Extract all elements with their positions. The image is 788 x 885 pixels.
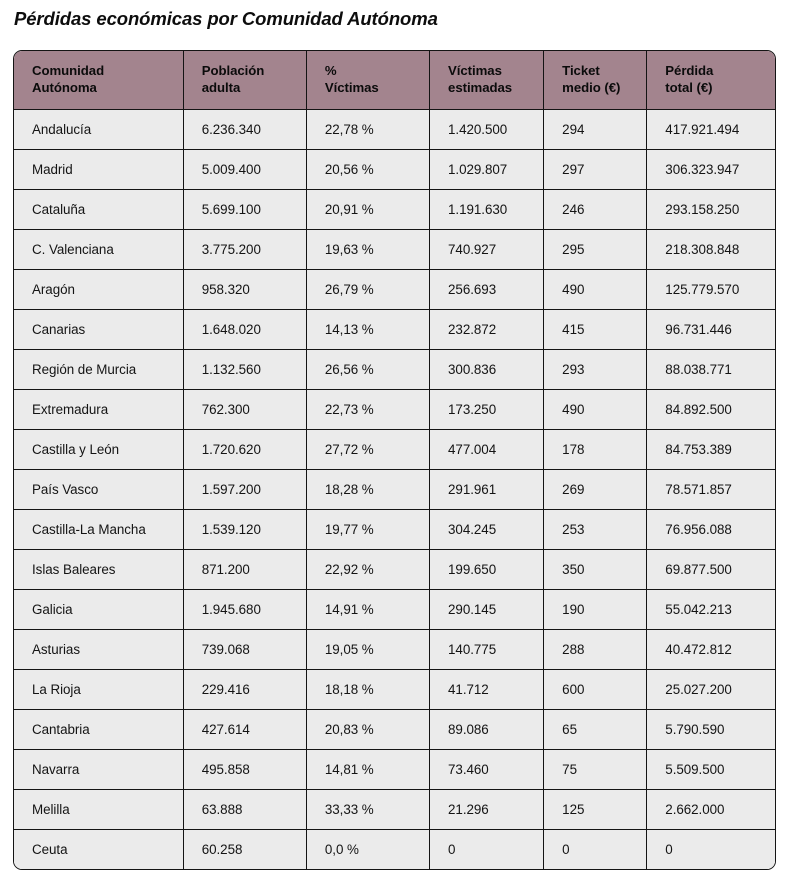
cell-comunidad: Aragón [14, 269, 183, 309]
cell-porcentaje-victimas: 33,33 % [306, 789, 429, 829]
cell-ticket-medio: 288 [544, 629, 647, 669]
cell-victimas-estimadas: 73.460 [430, 749, 544, 789]
table-row [14, 309, 775, 349]
cell-perdida-total: 76.956.088 [647, 509, 775, 549]
cell-comunidad: Andalucía [14, 109, 183, 149]
cell-ticket-medio: 253 [544, 509, 647, 549]
cell-ticket-medio: 600 [544, 669, 647, 709]
cell-poblacion: 5.009.400 [183, 149, 306, 189]
cell-poblacion: 495.858 [183, 749, 306, 789]
cell-poblacion: 1.648.020 [183, 309, 306, 349]
cell-perdida-total: 5.509.500 [647, 749, 775, 789]
column-header-line-1: Pérdida [665, 62, 714, 78]
cell-perdida-total: 40.472.812 [647, 629, 775, 669]
cell-porcentaje-victimas: 26,56 % [306, 349, 429, 389]
table-row [14, 349, 775, 389]
cell-comunidad: País Vasco [14, 469, 183, 509]
cell-perdida-total: 218.308.848 [647, 229, 775, 269]
cell-victimas-estimadas: 740.927 [430, 229, 544, 269]
cell-porcentaje-victimas: 26,79 % [306, 269, 429, 309]
table-row [14, 469, 775, 509]
cell-victimas-estimadas: 256.693 [430, 269, 544, 309]
column-header-line-2: Autónoma [32, 80, 97, 96]
cell-ticket-medio: 125 [544, 789, 647, 829]
cell-perdida-total: 78.571.857 [647, 469, 775, 509]
cell-comunidad: Extremadura [14, 389, 183, 429]
cell-victimas-estimadas: 199.650 [430, 549, 544, 589]
column-header-line-2: total (€) [665, 80, 713, 96]
cell-ticket-medio: 490 [544, 389, 647, 429]
cell-poblacion: 1.597.200 [183, 469, 306, 509]
cell-perdida-total: 88.038.771 [647, 349, 775, 389]
cell-porcentaje-victimas: 0,0 % [306, 829, 429, 869]
column-header-ticket-medio [544, 51, 647, 109]
cell-porcentaje-victimas: 20,83 % [306, 709, 429, 749]
cell-victimas-estimadas: 477.004 [430, 429, 544, 469]
cell-ticket-medio: 190 [544, 589, 647, 629]
table-row [14, 829, 775, 869]
cell-ticket-medio: 415 [544, 309, 647, 349]
cell-ticket-medio: 293 [544, 349, 647, 389]
cell-poblacion: 1.945.680 [183, 589, 306, 629]
column-header-line-1: Ticket [562, 62, 600, 78]
cell-porcentaje-victimas: 19,63 % [306, 229, 429, 269]
cell-perdida-total: 84.892.500 [647, 389, 775, 429]
cell-porcentaje-victimas: 22,73 % [306, 389, 429, 429]
cell-comunidad: Galicia [14, 589, 183, 629]
cell-victimas-estimadas: 1.420.500 [430, 109, 544, 149]
column-header-line-1: Población [201, 62, 265, 78]
cell-poblacion: 3.775.200 [183, 229, 306, 269]
cell-victimas-estimadas: 291.961 [430, 469, 544, 509]
cell-porcentaje-victimas: 14,81 % [306, 749, 429, 789]
cell-ticket-medio: 178 [544, 429, 647, 469]
cell-comunidad: Castilla y León [14, 429, 183, 469]
cell-victimas-estimadas: 232.872 [430, 309, 544, 349]
cell-ticket-medio: 65 [544, 709, 647, 749]
cell-ticket-medio: 295 [544, 229, 647, 269]
column-header-porcentaje-victimas [306, 51, 429, 109]
cell-ticket-medio: 297 [544, 149, 647, 189]
cell-comunidad: Asturias [14, 629, 183, 669]
cell-poblacion: 60.258 [183, 829, 306, 869]
cell-porcentaje-victimas: 22,92 % [306, 549, 429, 589]
cell-comunidad: Región de Murcia [14, 349, 183, 389]
cell-perdida-total: 293.158.250 [647, 189, 775, 229]
column-header-line-2: estimadas [448, 80, 513, 96]
cell-poblacion: 1.539.120 [183, 509, 306, 549]
page-title: Pérdidas económicas por Comunidad Autónoma [14, 8, 438, 29]
cell-perdida-total: 306.323.947 [647, 149, 775, 189]
table-row [14, 549, 775, 589]
cell-poblacion: 1.132.560 [183, 349, 306, 389]
cell-poblacion: 1.720.620 [183, 429, 306, 469]
cell-comunidad: Navarra [14, 749, 183, 789]
cell-poblacion: 427.614 [183, 709, 306, 749]
cell-ticket-medio: 294 [544, 109, 647, 149]
cell-victimas-estimadas: 1.191.630 [430, 189, 544, 229]
cell-comunidad: Melilla [14, 789, 183, 829]
cell-victimas-estimadas: 21.296 [430, 789, 544, 829]
cell-poblacion: 958.320 [183, 269, 306, 309]
cell-victimas-estimadas: 1.029.807 [430, 149, 544, 189]
cell-ticket-medio: 0 [544, 829, 647, 869]
cell-porcentaje-victimas: 18,28 % [306, 469, 429, 509]
cell-comunidad: Cataluña [14, 189, 183, 229]
table-header [14, 51, 775, 109]
cell-poblacion: 63.888 [183, 789, 306, 829]
cell-poblacion: 762.300 [183, 389, 306, 429]
cell-ticket-medio: 490 [544, 269, 647, 309]
cell-perdida-total: 96.731.446 [647, 309, 775, 349]
cell-comunidad: Islas Baleares [14, 549, 183, 589]
cell-comunidad: Castilla-La Mancha [14, 509, 183, 549]
cell-poblacion: 871.200 [183, 549, 306, 589]
table-row [14, 589, 775, 629]
table-row [14, 429, 775, 469]
cell-porcentaje-victimas: 20,56 % [306, 149, 429, 189]
cell-comunidad: Ceuta [14, 829, 183, 869]
cell-perdida-total: 55.042.213 [647, 589, 775, 629]
table-row [14, 149, 775, 189]
cell-poblacion: 5.699.100 [183, 189, 306, 229]
cell-porcentaje-victimas: 19,77 % [306, 509, 429, 549]
losses-table-container [13, 50, 776, 870]
table-row [14, 389, 775, 429]
cell-comunidad: Madrid [14, 149, 183, 189]
cell-victimas-estimadas: 41.712 [430, 669, 544, 709]
cell-victimas-estimadas: 0 [430, 829, 544, 869]
cell-perdida-total: 84.753.389 [647, 429, 775, 469]
cell-perdida-total: 125.779.570 [647, 269, 775, 309]
column-header-comunidad-autonoma [14, 51, 183, 109]
cell-ticket-medio: 269 [544, 469, 647, 509]
column-header-line-1: Comunidad [32, 62, 105, 78]
table-header-row [14, 51, 775, 109]
cell-victimas-estimadas: 304.245 [430, 509, 544, 549]
table-row [14, 229, 775, 269]
cell-victimas-estimadas: 140.775 [430, 629, 544, 669]
cell-porcentaje-victimas: 14,91 % [306, 589, 429, 629]
cell-porcentaje-victimas: 19,05 % [306, 629, 429, 669]
cell-poblacion: 229.416 [183, 669, 306, 709]
cell-ticket-medio: 350 [544, 549, 647, 589]
cell-perdida-total: 0 [647, 829, 775, 869]
table-body [14, 109, 775, 869]
column-header-line-1: Víctimas [448, 62, 502, 78]
column-header-perdida-total [647, 51, 775, 109]
cell-victimas-estimadas: 89.086 [430, 709, 544, 749]
cell-victimas-estimadas: 300.836 [430, 349, 544, 389]
cell-victimas-estimadas: 173.250 [430, 389, 544, 429]
table-row [14, 789, 775, 829]
cell-comunidad: Canarias [14, 309, 183, 349]
cell-porcentaje-victimas: 14,13 % [306, 309, 429, 349]
table-row [14, 189, 775, 229]
cell-comunidad: Cantabria [14, 709, 183, 749]
table-row [14, 629, 775, 669]
column-header-poblacion-adulta [183, 51, 306, 109]
cell-ticket-medio: 246 [544, 189, 647, 229]
cell-porcentaje-victimas: 20,91 % [306, 189, 429, 229]
table-row [14, 109, 775, 149]
cell-ticket-medio: 75 [544, 749, 647, 789]
cell-perdida-total: 69.877.500 [647, 549, 775, 589]
table-row [14, 749, 775, 789]
column-header-line-2: medio (€) [562, 80, 621, 96]
table-row [14, 669, 775, 709]
losses-table [14, 51, 775, 869]
table-row [14, 269, 775, 309]
cell-victimas-estimadas: 290.145 [430, 589, 544, 629]
cell-poblacion: 739.068 [183, 629, 306, 669]
cell-porcentaje-victimas: 27,72 % [306, 429, 429, 469]
cell-comunidad: La Rioja [14, 669, 183, 709]
table-row [14, 509, 775, 549]
cell-perdida-total: 417.921.494 [647, 109, 775, 149]
column-header-line-2: adulta [201, 80, 241, 96]
column-header-line-2: Víctimas [324, 80, 379, 96]
cell-perdida-total: 25.027.200 [647, 669, 775, 709]
cell-poblacion: 6.236.340 [183, 109, 306, 149]
column-header-line-1: % [324, 62, 337, 78]
cell-perdida-total: 5.790.590 [647, 709, 775, 749]
table-row [14, 709, 775, 749]
cell-perdida-total: 2.662.000 [647, 789, 775, 829]
column-header-victimas-estimadas [430, 51, 544, 109]
cell-comunidad: C. Valenciana [14, 229, 183, 269]
cell-porcentaje-victimas: 18,18 % [306, 669, 429, 709]
cell-porcentaje-victimas: 22,78 % [306, 109, 429, 149]
